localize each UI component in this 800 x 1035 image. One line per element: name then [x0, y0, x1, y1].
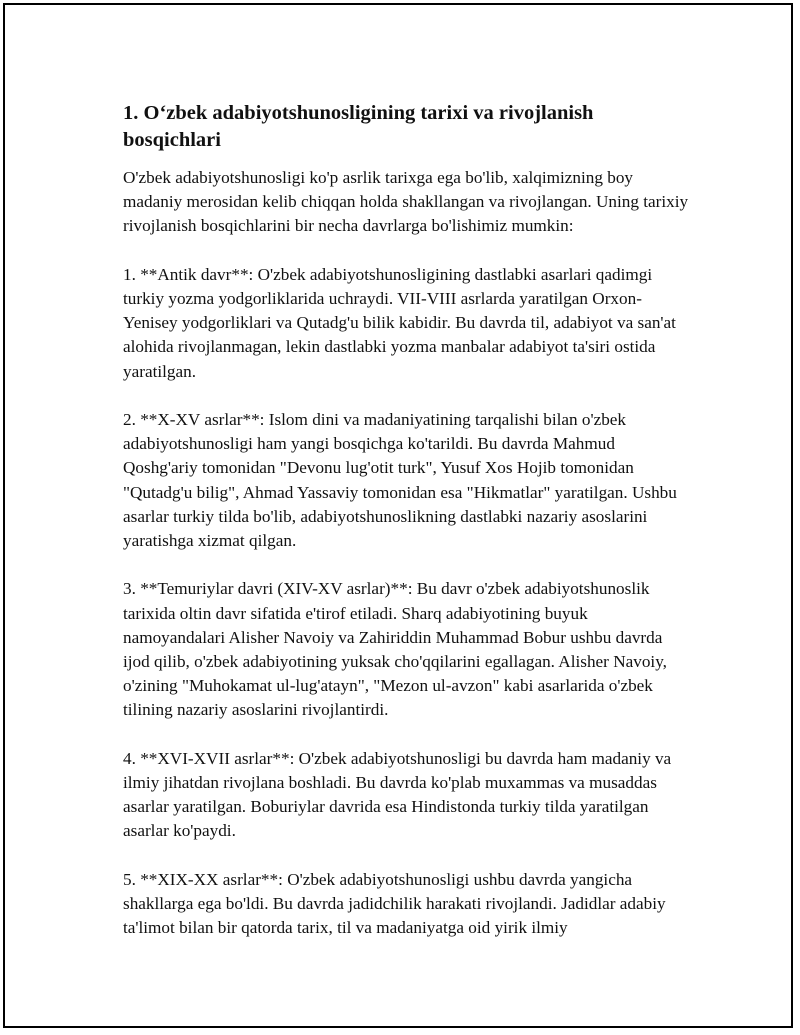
period-paragraph-temuriylar: 3. **Temuriylar davri (XIV-XV asrlar)**: Bu davr o'zbek adabiyotshunoslik tarixida oltin davr sifatida e'tirof etiladi. Sharq adabiyotining buyuk namoyandalari Alisher Navoiy va Zahiriddin Muhammad Bobur ushbu davrda ijod qilib, o'zbek adabiyotining yuksak cho'qqilarini egallagan. Alisher Navoiy, o'zining "Muhokamat ul-lug'atayn", "Mezon ul-avzon" kabi asarlarida o'zbek tilining nazariy asoslarini rivojlantirdi.	[123, 579, 667, 720]
document-body	[123, 100, 693, 940]
intro-paragraph: O'zbek adabiyotshunosligi ko'p asrlik tarixga ega bo'lib, xalqimizning boy madaniy merosidan kelib chiqqan holda shakllangan va rivojlangan. Uning tarixiy rivojlanish bosqichlarini bir necha davrlarga bo'lishimiz mumkin:	[123, 168, 689, 236]
period-paragraph-xvi-xvii: 4. **XVI-XVII asrlar**: O'zbek adabiyotshunosligi bu davrda ham madaniy va ilmiy jihatdan rivojlana boshladi. Bu davrda ko'plab muxammas va musaddas asarlar yaratilgan. Boburiylar davrida esa Hindistonda turkiy tilda yaratilgan asarlar ko'paydi.	[123, 748, 672, 841]
section-heading: 1. O‘zbek adabiyotshunosligining tarixi va rivojlanish bosqichlari	[123, 102, 594, 151]
period-paragraph-x-xv: 2. **X-XV asrlar**: Islom dini va madaniyatining tarqalishi bilan o'zbek adabiyotshunosligi ham yangi bosqichga ko'tarildi. Bu davrda Mahmud Qoshg'ariy tomonidan "Devonu lug'otit turk", Yusuf Xos Hojib tomonidan "Qutadg'u bilig", Ahmad Yassaviy tomonidan esa "Hikmatlar" yaratilgan. Ushbu asarlar turkiy tilda bo'lib, adabiyotshunoslikning dastlabki nazariy asoslarini yaratishga xizmat qilgan.	[123, 410, 677, 551]
period-paragraph-xix-xx: 5. **XIX-XX asrlar**: O'zbek adabiyotshunosligi ushbu davrda yangicha shakllarga ega bo'ldi. Bu davrda jadidchilik harakati rivojlandi. Jadidlar adabiy ta'limot bilan bir qatorda tarix, til va madaniyatga oid yirik ilmiy	[123, 869, 666, 938]
page-frame	[3, 3, 793, 1028]
period-paragraph-antik: 1. **Antik davr**: O'zbek adabiyotshunosligining dastlabki asarlari qadimgi turkiy yozma yodgorliklarida uchraydi. VII-VIII asrlarda yaratilgan Orxon-Yenisey yodgorliklari va Qutadg'u bilik kabidir. Bu davrda til, adabiyot va san'at alohida rivojlanmagan, lekin dastlabki yozma manbalar adabiyot ta'siri ostida yaratilgan.	[123, 264, 676, 381]
